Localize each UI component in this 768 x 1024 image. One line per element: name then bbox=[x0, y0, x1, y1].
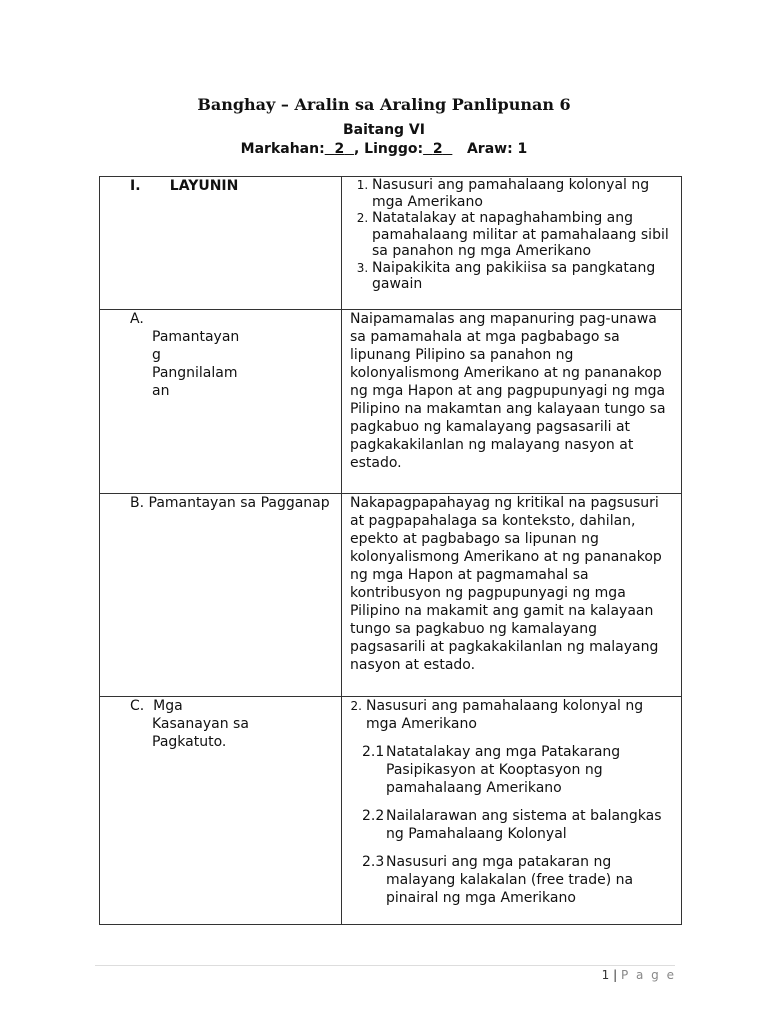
skill-item: 2.1 Natatalakay ang mga Patakarang Pasipikasyon at Kooptasyon ng pamahalaang Amerikano bbox=[362, 744, 621, 796]
objective-item: 3. Naipakikita ang pakikiisa sa pangkatang gawain bbox=[372, 260, 681, 293]
linggo-label: , Linggo: bbox=[353, 141, 424, 157]
schedule-line bbox=[0, 141, 768, 157]
kasanayan-sublist bbox=[342, 743, 675, 907]
row-kasanayan bbox=[100, 697, 682, 925]
pagganap-text: Nakapagpapahayag ng kritikal na pagsusuri at pagpapahalaga sa konteksto, dahilan, epekto at pagbabago sa lipunan ng kolonyalismong Amerikano at ng pananakop ng mga Hapon at pagmamahal sa kontribusyon ng pagpupunyagi ng mga Pilipino na makamit ang gamit na kalayaan tungo sa pagkabuo ng kamalayang pagsasarili at pagkakakilanlan ng malayang nasyon at estado. bbox=[350, 495, 662, 673]
objectives-list bbox=[342, 177, 681, 293]
grade-level: Baitang VI bbox=[343, 122, 425, 138]
row-layunin bbox=[100, 177, 682, 310]
objective-item: 1. Nasusuri ang pamahalaang kolonyal ng mga Amerikano bbox=[372, 177, 681, 210]
row-pamantayan-pagganap bbox=[100, 494, 682, 697]
pangnilalaman-text: Naipamamalas ang mapanuring pag-unawa sa pamamahala at mga pagbabago sa lipunang Pilipino sa panahon ng kolonyalismong Amerikano at ng pananakop ng mga Hapon at ang pagpupunyagi ng mga Pilipino na makamtan ang kalayaan tungo sa pagkabuo ng kamalayang pagsasarili at pagkakakilanlan ng malayang nasyon at estado. bbox=[350, 311, 666, 471]
lesson-plan-table bbox=[99, 176, 682, 925]
linggo-value: 2 bbox=[432, 141, 443, 157]
pagganap-label: B. Pamantayan sa Pagganap bbox=[130, 495, 330, 511]
araw-label: Araw: 1 bbox=[466, 141, 528, 157]
kasanayan-main: 2. Nasusuri ang pamahalaang kolonyal ng mga Amerikano bbox=[350, 698, 644, 732]
skill-item: 2.2 Nailalarawan ang sistema at balangkas ng Pamahalaang Kolonyal bbox=[362, 808, 662, 842]
kasanayan-label: C. Mga Kasanayan sa Pagkatuto. bbox=[130, 698, 249, 750]
document-title: Banghay – Aralin sa Araling Panlipunan 6 bbox=[197, 95, 571, 114]
page-footer: 1 | P a g e bbox=[601, 968, 676, 982]
skill-item: 2.3 Nasusuri ang mga patakaran ng malayang kalakalan (free trade) na pinairal ng mga Amerikano bbox=[362, 854, 634, 906]
pangnilalaman-label: A. Pamantayan g Pangnilalam an bbox=[130, 311, 240, 399]
footer-divider bbox=[95, 965, 675, 966]
page-label: P a g e bbox=[620, 968, 676, 982]
kasanayan-content bbox=[342, 697, 681, 907]
page-number: 1 bbox=[601, 968, 610, 982]
layunin-heading: I. LAYUNIN bbox=[130, 178, 239, 194]
markahan-value: 2 bbox=[334, 141, 345, 157]
objective-item: 2. Natatalakay at napaghahambing ang pamahalaang militar at pamahalaang sibil sa panahon ng mga Amerikano bbox=[372, 210, 681, 260]
row-pamantayan-pangnilalaman bbox=[100, 310, 682, 494]
markahan-label: Markahan: bbox=[240, 141, 325, 157]
